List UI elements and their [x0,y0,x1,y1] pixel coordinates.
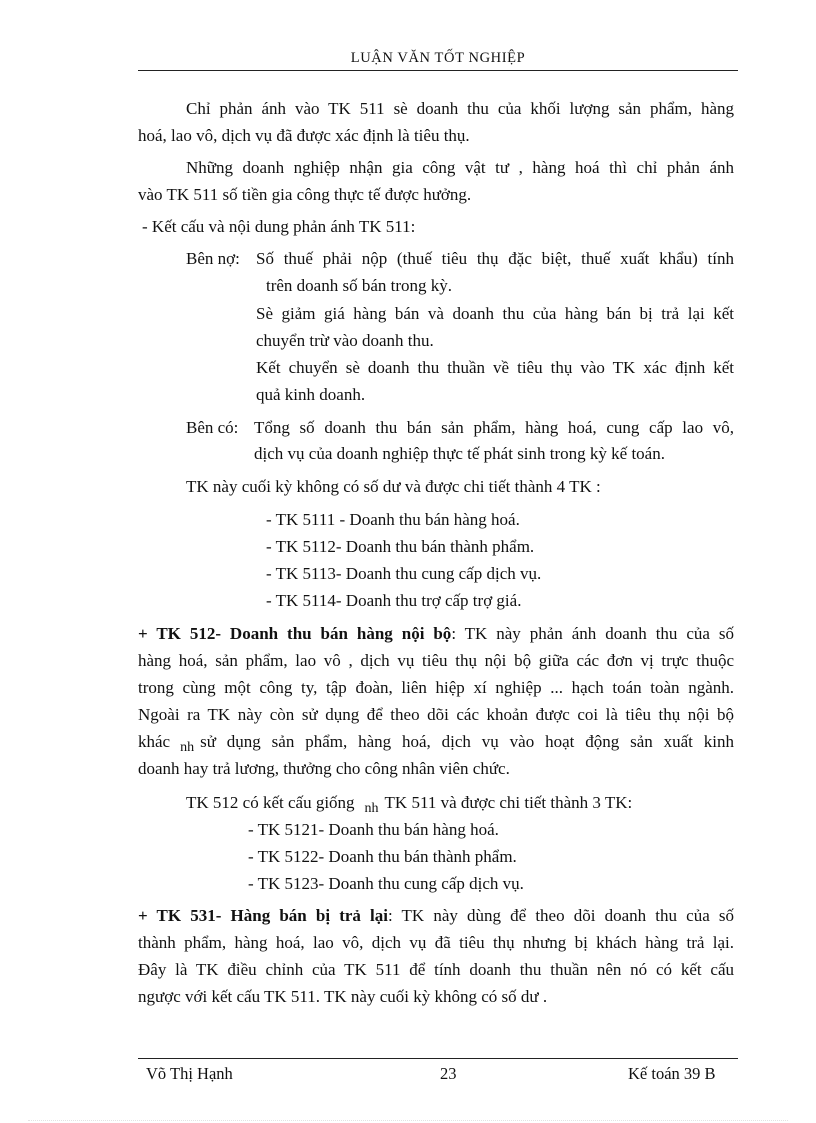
tk512-line: doanh hay trả lương, thưởng cho công nhân viên chức. [138,759,510,778]
debit-line: Kết chuyển sè doanh thu thuần về tiêu thụ vào TK xác định kết [256,358,734,377]
tk512-line-part: nh [180,740,195,755]
tk531-line [138,906,734,926]
debit-label: Bên nợ: [186,249,240,268]
header-title: LUẬN VĂN TỐT NGHIỆP [350,50,526,66]
debit-line: chuyển trừ vào doanh thu. [256,331,434,350]
tk512-item: - TK 5121- Doanh thu bán hàng hoá. [248,820,499,839]
tk512-line-part: khác [138,732,171,751]
tk531-line-rest: : TK này dùng để theo dõi doanh thu của số [387,906,734,925]
paragraph-line: Những doanh nghiệp nhận gia công vật tư , hàng hoá thì chỉ phản ánh [186,158,734,177]
tk512-item: - TK 5123- Doanh thu cung cấp dịch vụ. [248,874,524,893]
page-edge-dots [28,1120,788,1121]
tk512-line-part: sử dụng sản phẩm, hàng hoá, dịch vụ vào hoạt động sản xuất kinh [200,732,734,751]
tk512-label: + TK 512- Doanh thu bán hàng nội bộ [138,624,452,643]
header-rule [138,70,738,71]
tk512-line [138,732,734,754]
tk512-item: - TK 5122- Doanh thu bán thành phẩm. [248,847,517,866]
tk511-item: - TK 5112- Doanh thu bán thành phẩm. [266,537,535,556]
tk511-item: - TK 5113- Doanh thu cung cấp dịch vụ. [266,564,542,583]
tk512-line-rest: : TK này phản ánh doanh thu của số [451,624,734,643]
tk512-detail-part: nh [364,801,379,816]
tk531-line: ngược với kết cấu TK 511. TK này cuối kỳ không có số dư . [138,987,548,1006]
credit-label: Bên có: [186,418,239,437]
tk512-line: hàng hoá, sản phẩm, lao vô , dịch vụ tiêu thụ nội bộ giữa các đơn vị trực thuộc [138,651,734,670]
debit-line: Số thuế phải nộp (thuế tiêu thụ đặc biệt, thuế xuất khẩu) tính [256,249,734,268]
tk512-detail-intro [186,793,632,815]
debit-line: quả kinh doanh. [256,385,366,404]
tk512-line: Ngoài ra TK này còn sử dụng để theo dõi các khoản được coi là tiêu thụ nội bộ [138,705,734,724]
tk512-detail-part: TK 512 có kết cấu giống [186,793,355,812]
paragraph-line: vào TK 511 số tiền gia công thực tế được hưởng. [138,185,472,204]
tk531-label: + TK 531- Hàng bán bị trả lại [138,906,388,925]
footer-class: Kế toán 39 B [628,1064,716,1083]
tk512-detail-part: TK 511 và được chi tiết thành 3 TK: [384,793,633,812]
paragraph-line: hoá, lao vô, dịch vụ đã được xác định là tiêu thụ. [138,126,470,145]
tk512-line [138,624,734,644]
tk511-item: - TK 5114- Doanh thu trợ cấp trợ giá. [266,591,522,610]
footer-page-number: 23 [440,1064,457,1083]
tk531-line: thành phẩm, hàng hoá, lao vô, dịch vụ đã tiêu thụ nhưng bị khách hàng trả lại. [138,933,734,952]
tk511-detail-intro: TK này cuối kỳ không có số dư và được chi tiết thành 4 TK : [186,477,601,496]
credit-line: dịch vụ của doanh nghiệp thực tế phát sinh trong kỳ kế toán. [254,444,665,463]
tk531-line: Đây là TK điều chỉnh của TK 511 để tính doanh thu thuần nên nó có kết cấu [138,960,734,979]
paragraph-line: Chỉ phản ánh vào TK 511 sè doanh thu của khối lượng sản phẩm, hàng [186,99,734,118]
debit-line: Sè giảm giá hàng bán và doanh thu của hàng bán bị trả lại kết [256,304,734,323]
debit-line: trên doanh số bán trong kỳ. [266,276,453,295]
footer-author: Võ Thị Hạnh [146,1064,233,1083]
tk512-line: trong cùng một công ty, tập đoàn, liên hiệp xí nghiệp ... hạch toán toàn ngành. [138,678,734,697]
credit-line: Tổng số doanh thu bán sản phẩm, hàng hoá, cung cấp lao vô, [254,418,734,437]
tk511-item: - TK 5111 - Doanh thu bán hàng hoá. [266,510,520,529]
section-heading: - Kết cấu và nội dung phản ánh TK 511: [142,217,416,236]
footer-rule [138,1058,738,1059]
